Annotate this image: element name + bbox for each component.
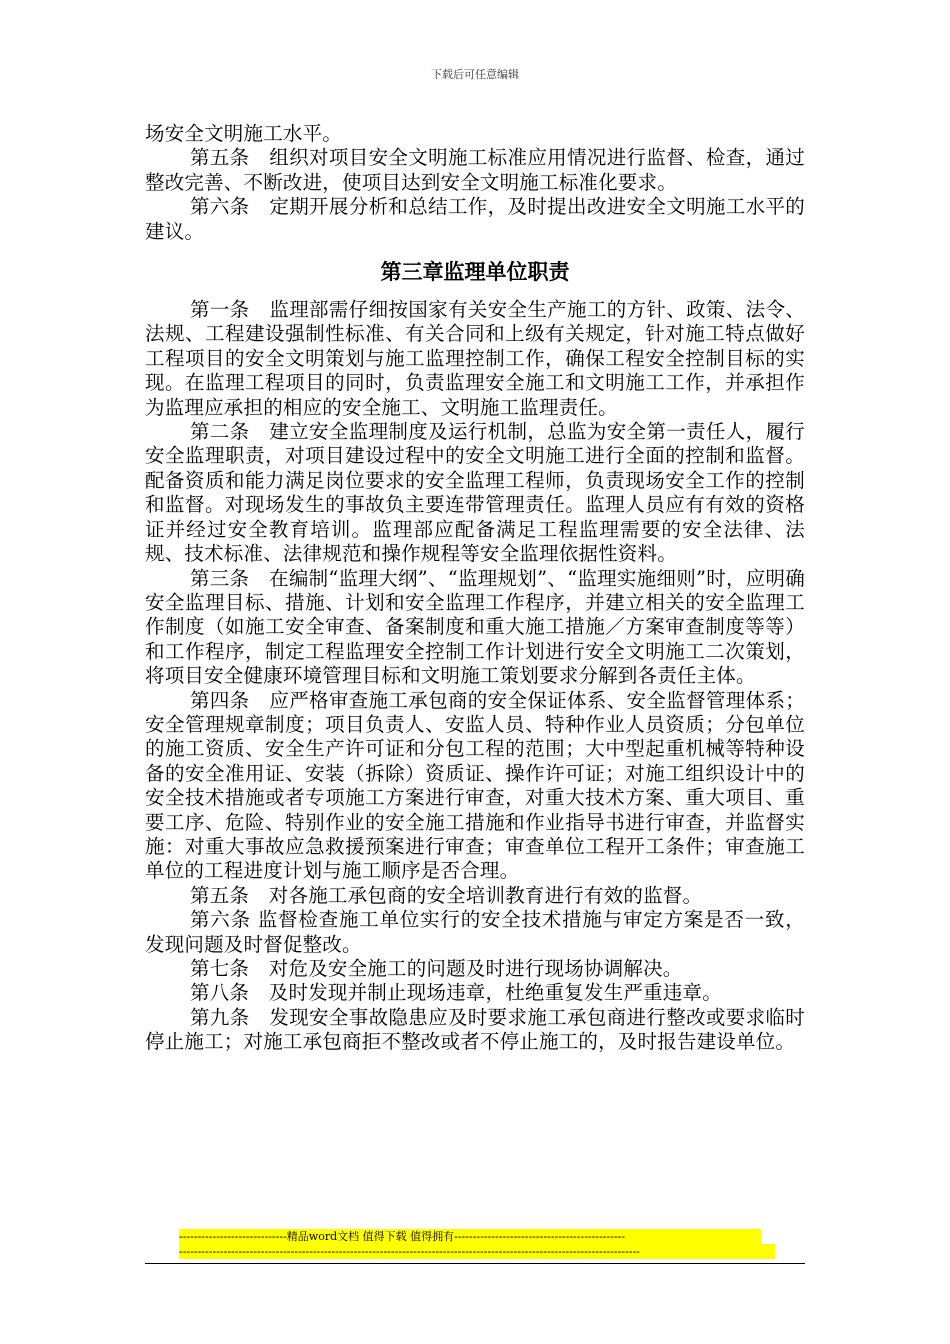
article-5: 第五条 对各施工承包商的安全培训教育进行有效的监督。 bbox=[190, 883, 703, 907]
header-note: 下载后可任意编辑 bbox=[431, 68, 519, 81]
footer-banner-line-2: ---------------------------------------------------------------------------------------------------------------------------- bbox=[179, 1244, 775, 1259]
article-5-top: 第五条 组织对项目安全文明施工标准应用情况进行监督、检查，通过整改完善、不断改进，使项目达到安全文明施工标准化要求。 bbox=[145, 146, 805, 194]
article-6-top: 第六条 定期开展分析和总结工作，及时提出改进安全文明施工水平的建议。 bbox=[145, 195, 805, 243]
article-7: 第七条 对危及安全施工的问题及时进行现场协调解决。 bbox=[190, 957, 683, 980]
footer-banner-line-1: -----------------------------精品word文档 值得下载 值得拥有---------------------------------------------- bbox=[179, 1229, 761, 1244]
article-9: 第九条 发现安全事故隐患应及时要求施工承包商进行整改或要求临时停止施工；对施工承包商拒不整改或者不停止施工的，及时报告建设单位。 bbox=[145, 1005, 805, 1054]
article-1: 第一条 监理部需仔细按国家有关安全生产施工的方针、政策、法令、法规、工程建设强制性标准、有关合同和上级有关规定，针对施工特点做好工程项目的安全文明策划与施工监理控制工作，确保工程安全控制目标的实现。在监理工程项目的同时，负责监理安全施工和文明施工工作，并承担作为监理应承担的相应的安全施工、文明施工监理责任。 bbox=[145, 298, 805, 419]
article-8: 第八条 及时发现并制止现场违章，杜绝重复发生严重违章。 bbox=[190, 981, 722, 1005]
article-6: 第六条 监督检查施工单位实行的安全技术措施与审定方案是否一致，发现问题及时督促整改。 bbox=[145, 908, 805, 956]
footer-banner bbox=[145, 1229, 805, 1259]
paragraph-continuation: 场安全文明施工水平。 bbox=[145, 122, 343, 145]
article-4: 第四条 应严格审查施工承包商的安全保证体系、安全监督管理体系；安全管理规章制度；项目负责人、安监人员、特种作业人员资质；分包单位的施工资质、安全生产许可证和分包工程的范围；大中型起重机械等特种设备的安全准用证、安装（拆除）资质证、操作许可证；对施工组织设计中的安全技术措施或者专项施工方案进行审查，对重大技术方案、重大项目、重要工序、危险、特别作业的安全施工措施和作业指导书进行审查，并监督实施：对重大事故应急救援预案进行审查；审查单位工程开工条件；审查施工单位的工程进度计划与施工顺序是否合理。 bbox=[145, 688, 805, 883]
chapter-title: 第三章监理单位职责 bbox=[380, 260, 570, 285]
article-2: 第二条 建立安全监理制度及运行机制，总监为安全第一责任人，履行安全监理职责，对项目建设过程中的安全文明施工进行全面的控制和监督。配备资质和能力满足岗位要求的安全监理工程师，负责现场安全工作的控制和监督。对现场发生的事故负主要连带管理责任。监理人员应有有效的资格证并经过安全教育培训。监理部应配备满足工程监理需要的安全法律、法规、技术标准、法律规范和操作规程等安全监理依据性资料。 bbox=[145, 420, 805, 566]
document-body bbox=[145, 122, 805, 1055]
article-3: 第三条 在编制“监理大纲”、“监理规划”、“监理实施细则”时，应明确安全监理目标、措施、计划和安全监理工作程序，并建立相关的安全监理工作制度（如施工安全审查、备案制度和重大施工措施／方案审查制度等等）和工作程序，制定工程监理安全控制工作计划进行安全文明施工二次策划，将项目安全健康环境管理目标和文明施工策划要求分解到各责任主体。 bbox=[145, 566, 805, 688]
footer-divider bbox=[145, 1263, 805, 1264]
